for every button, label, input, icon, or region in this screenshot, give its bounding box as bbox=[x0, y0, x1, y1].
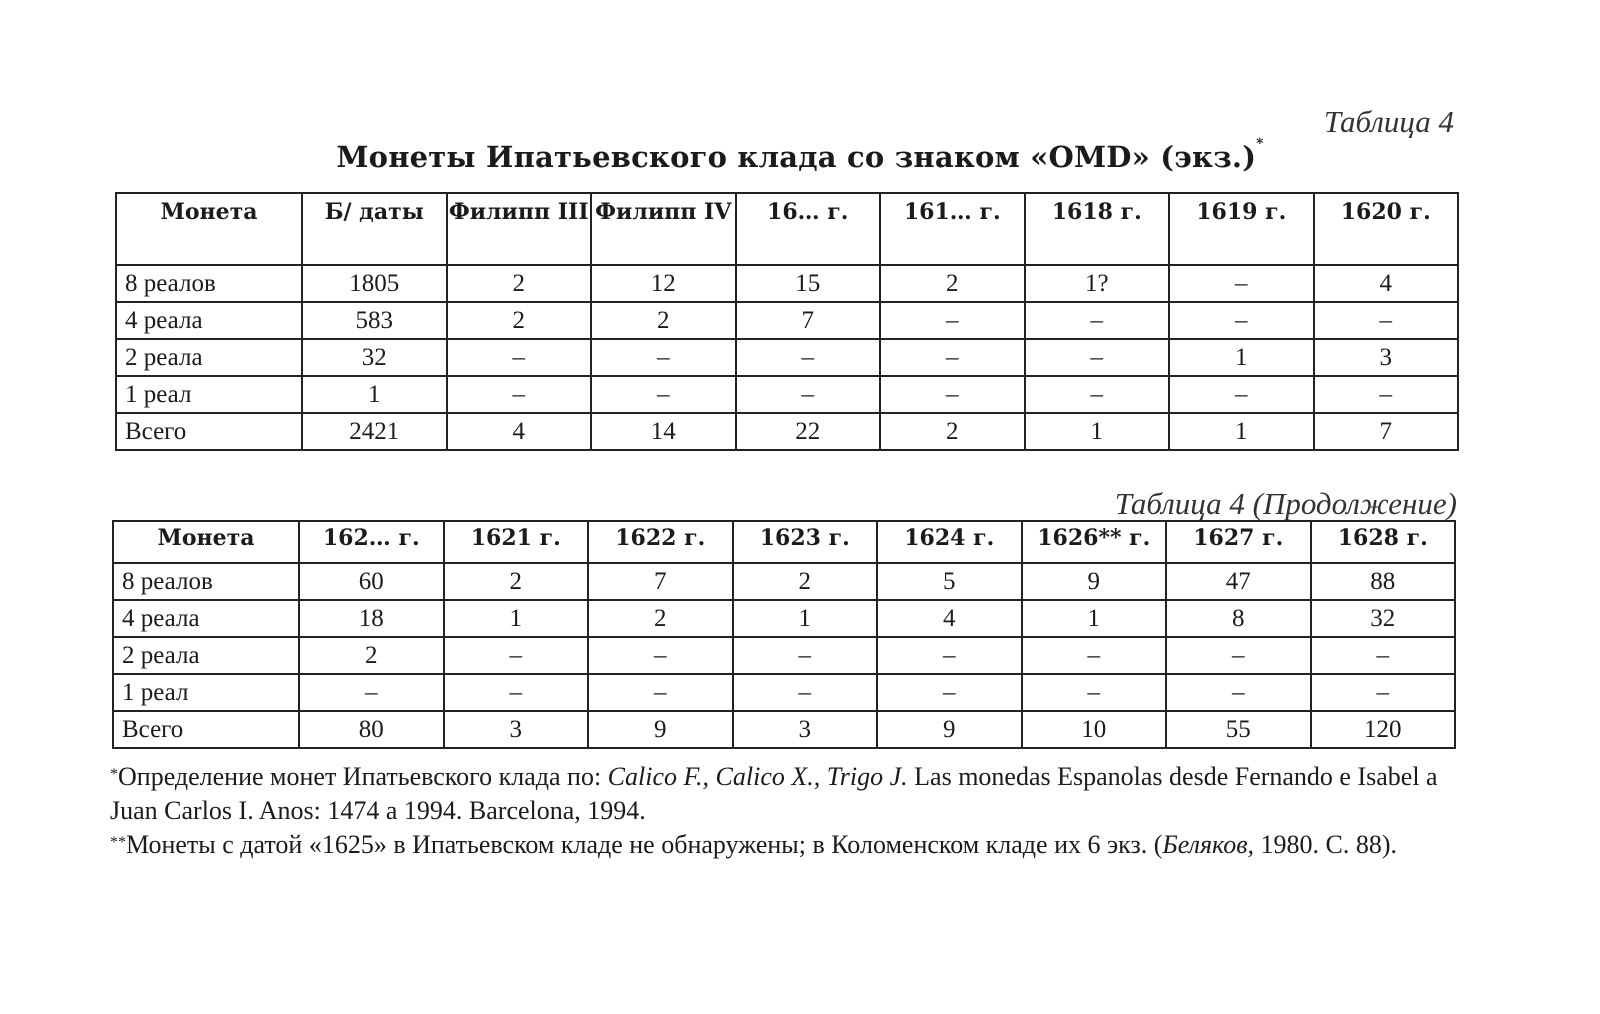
table-cell: 2 bbox=[588, 600, 733, 637]
table-cell: 3 bbox=[733, 711, 878, 748]
row-label-cell: 8 реалов bbox=[116, 265, 302, 302]
table-cell: 1 bbox=[302, 376, 447, 413]
footnotes bbox=[110, 760, 1490, 862]
table-cell: 2 bbox=[591, 302, 736, 339]
table-cell: – bbox=[299, 674, 444, 711]
column-header: 1626** г. bbox=[1022, 521, 1167, 563]
table-cell: 9 bbox=[877, 711, 1022, 748]
table-cell: – bbox=[880, 339, 1025, 376]
table-cell: – bbox=[1166, 637, 1311, 674]
column-header: 161… г. bbox=[880, 193, 1025, 265]
table-cell: 3 bbox=[1314, 339, 1459, 376]
table-body bbox=[116, 265, 1458, 450]
table-cell: – bbox=[588, 637, 733, 674]
coins-table-main bbox=[115, 192, 1459, 451]
table-body bbox=[113, 563, 1455, 748]
table-row bbox=[116, 413, 1458, 450]
table-cell: – bbox=[444, 637, 589, 674]
row-label-cell: Всего bbox=[113, 711, 299, 748]
column-header: Монета bbox=[113, 521, 299, 563]
column-header: 1628 г. bbox=[1311, 521, 1456, 563]
table-cell: – bbox=[1022, 637, 1167, 674]
column-header: 1624 г. bbox=[877, 521, 1022, 563]
table-cell: – bbox=[1025, 376, 1170, 413]
table-cell: 4 bbox=[1314, 265, 1459, 302]
column-header: Монета bbox=[116, 193, 302, 265]
table-row bbox=[113, 563, 1455, 600]
table-cell: 7 bbox=[1314, 413, 1459, 450]
table-row bbox=[116, 302, 1458, 339]
table-cell: 1 bbox=[1025, 413, 1170, 450]
table-cell: – bbox=[1169, 376, 1314, 413]
column-header: 1623 г. bbox=[733, 521, 878, 563]
table-cell: 1 bbox=[1169, 413, 1314, 450]
table-cell: 1805 bbox=[302, 265, 447, 302]
table-cell: 1 bbox=[1169, 339, 1314, 376]
row-label-cell: 2 реала bbox=[113, 637, 299, 674]
table-cell: – bbox=[444, 674, 589, 711]
row-label-cell: 1 реал bbox=[116, 376, 302, 413]
table-cell: 47 bbox=[1166, 563, 1311, 600]
column-header: 1621 г. bbox=[444, 521, 589, 563]
row-label-cell: 2 реала bbox=[116, 339, 302, 376]
footnote-text: Las monedas Espanolas desde Fernando e Isabel a Juan Carlos I. Anos: 1474 a 1994. Barcelona, 1994. bbox=[110, 762, 1438, 825]
column-header: 1619 г. bbox=[1169, 193, 1314, 265]
table-cell: – bbox=[733, 637, 878, 674]
table-cell: – bbox=[447, 376, 592, 413]
table-cell: 4 bbox=[877, 600, 1022, 637]
table-cell: 3 bbox=[444, 711, 589, 748]
table-cell: 14 bbox=[591, 413, 736, 450]
column-header: 1622 г. bbox=[588, 521, 733, 563]
table-row bbox=[113, 674, 1455, 711]
table-cell: 4 bbox=[447, 413, 592, 450]
table-cell: 12 bbox=[591, 265, 736, 302]
column-header: 162… г. bbox=[299, 521, 444, 563]
footnote-mark: * bbox=[110, 766, 118, 783]
table-cell: – bbox=[736, 339, 881, 376]
table-cell: – bbox=[1169, 302, 1314, 339]
table-cell: 583 bbox=[302, 302, 447, 339]
footnote-mark: ** bbox=[110, 834, 126, 851]
column-header: 16… г. bbox=[736, 193, 881, 265]
table-cell: – bbox=[877, 637, 1022, 674]
table-continuation-label: Таблица 4 (Продолжение) bbox=[1114, 486, 1457, 521]
title-text: Монеты Ипатьевского клада со знаком «OMD» (экз.) bbox=[336, 140, 1257, 174]
table-cell: 9 bbox=[588, 711, 733, 748]
table-cell: – bbox=[1311, 674, 1456, 711]
footnote-text: Монеты с датой «1625» в Ипатьевском кладе не обнаружены; в Коломенском кладе их 6 экз. ( bbox=[126, 830, 1163, 859]
table-cell: 80 bbox=[299, 711, 444, 748]
table-cell: 32 bbox=[302, 339, 447, 376]
table-row bbox=[113, 637, 1455, 674]
table-row bbox=[113, 600, 1455, 637]
table-header-row bbox=[116, 193, 1458, 265]
table-cell: – bbox=[1169, 265, 1314, 302]
table-cell: – bbox=[880, 376, 1025, 413]
table-cell: 2 bbox=[880, 413, 1025, 450]
footnote-authors: Calico F., Calico X., Trigo J. bbox=[607, 762, 908, 791]
table-label: Таблица 4 bbox=[1323, 104, 1454, 139]
table-cell: – bbox=[733, 674, 878, 711]
table-cell: 1? bbox=[1025, 265, 1170, 302]
table-cell: 88 bbox=[1311, 563, 1456, 600]
table-cell: 22 bbox=[736, 413, 881, 450]
column-header: 1618 г. bbox=[1025, 193, 1170, 265]
table-cell: 1 bbox=[733, 600, 878, 637]
table-cell: – bbox=[1311, 637, 1456, 674]
table-cell: – bbox=[877, 674, 1022, 711]
table-cell: 10 bbox=[1022, 711, 1167, 748]
footnote-text: 1980. С. 88). bbox=[1253, 830, 1397, 859]
table-cell: 2 bbox=[299, 637, 444, 674]
table-row bbox=[116, 339, 1458, 376]
column-header: Филипп III bbox=[447, 193, 592, 265]
column-header: 1627 г. bbox=[1166, 521, 1311, 563]
table-cell: – bbox=[1022, 674, 1167, 711]
table-cell: – bbox=[588, 674, 733, 711]
table-cell: 18 bbox=[299, 600, 444, 637]
row-label-cell: 4 реала bbox=[113, 600, 299, 637]
table-cell: – bbox=[591, 339, 736, 376]
table-cell: 2 bbox=[880, 265, 1025, 302]
table-cell: 60 bbox=[299, 563, 444, 600]
row-label-cell: 1 реал bbox=[113, 674, 299, 711]
column-header: Филипп IV bbox=[591, 193, 736, 265]
table-cell: – bbox=[880, 302, 1025, 339]
page-title bbox=[0, 136, 1600, 174]
table-cell: – bbox=[736, 376, 881, 413]
row-label-cell: 4 реала bbox=[116, 302, 302, 339]
row-label-cell: 8 реалов bbox=[113, 563, 299, 600]
footnote-1 bbox=[110, 760, 1490, 828]
table-cell: 2421 bbox=[302, 413, 447, 450]
table-row bbox=[116, 376, 1458, 413]
table-cell: 55 bbox=[1166, 711, 1311, 748]
footnote-2 bbox=[110, 828, 1490, 862]
table-cell: 2 bbox=[447, 302, 592, 339]
table-cell: 2 bbox=[733, 563, 878, 600]
table-cell: 15 bbox=[736, 265, 881, 302]
row-label-cell: Всего bbox=[116, 413, 302, 450]
table-cell: 2 bbox=[444, 563, 589, 600]
footnote-text: Определение монет Ипатьевского клада по: bbox=[118, 762, 608, 791]
table-cell: 5 bbox=[877, 563, 1022, 600]
table-cell: 9 bbox=[1022, 563, 1167, 600]
table-cell: 7 bbox=[588, 563, 733, 600]
table-cell: – bbox=[1166, 674, 1311, 711]
table-cell: 7 bbox=[736, 302, 881, 339]
table-cell: 1 bbox=[1022, 600, 1167, 637]
table-row bbox=[116, 265, 1458, 302]
table-cell: – bbox=[1314, 376, 1459, 413]
column-header: Б/ даты bbox=[302, 193, 447, 265]
table-cell: – bbox=[1025, 339, 1170, 376]
table-row bbox=[113, 711, 1455, 748]
table-cell: 32 bbox=[1311, 600, 1456, 637]
table-cell: 8 bbox=[1166, 600, 1311, 637]
table-cell: – bbox=[1314, 302, 1459, 339]
column-header: 1620 г. bbox=[1314, 193, 1459, 265]
table-cell: 120 bbox=[1311, 711, 1456, 748]
footnote-author: Беляков, bbox=[1162, 830, 1254, 859]
table-cell: – bbox=[447, 339, 592, 376]
table-cell: – bbox=[591, 376, 736, 413]
table-cell: 1 bbox=[444, 600, 589, 637]
table-header-row bbox=[113, 521, 1455, 563]
table-cell: 2 bbox=[447, 265, 592, 302]
coins-table-continuation bbox=[112, 520, 1456, 749]
title-footnote-mark: * bbox=[1256, 136, 1264, 152]
table-cell: – bbox=[1025, 302, 1170, 339]
